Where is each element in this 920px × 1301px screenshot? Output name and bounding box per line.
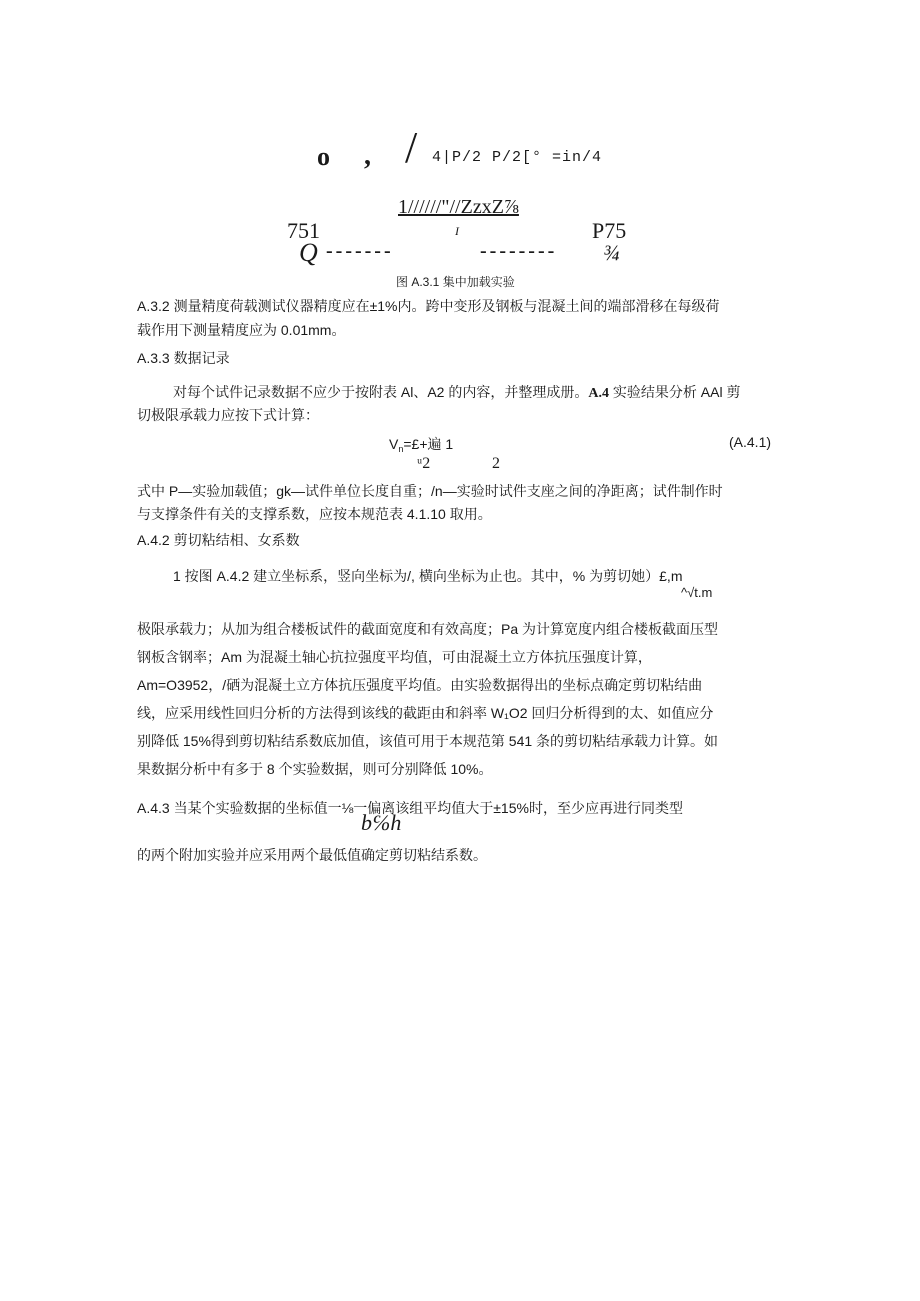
figure-symbol-comma: , xyxy=(364,140,371,171)
a33-text-post: 实验结果分析 AAl 剪 xyxy=(608,384,741,400)
figure-slash: / xyxy=(405,123,418,172)
a43-line-1: A.4.3 当某个实验数据的坐标值一⅛一偏离该组平均值大于±15%时，至少应再进行同类型 xyxy=(137,800,683,816)
a43-under-expression: b℅h xyxy=(361,810,402,835)
a42-item-1-subscript: ^√t.m xyxy=(681,585,713,600)
equation-v-subscript: n xyxy=(398,444,404,454)
a33-paragraph-line-2: 切极限承载力应按下式计算： xyxy=(137,407,319,423)
a32-line-1: A.3.2 测量精度荷载测试仪器精度应在±1%内。跨中变形及钢板与混凝土间的端部滑移在每级荷 xyxy=(137,298,720,314)
a42-heading: A.4.2 剪切粘结相、女系数 xyxy=(137,532,300,548)
a42-line-2: 钢板含钢率；Am 为混凝土轴心抗拉强度平均值，可由混凝土立方体抗压强度计算， xyxy=(137,649,652,665)
equation-under-right: 2 xyxy=(492,455,500,472)
where-line-2: 与支撑条件有关的支撑系数，应按本规范表 4.1.10 取用。 xyxy=(137,506,492,522)
equation-under-left: ᵘ2 xyxy=(417,455,431,472)
mid-tick: I xyxy=(455,224,459,238)
beam-dash-left: ------- xyxy=(326,240,394,262)
a4-section-number: A.4 xyxy=(588,386,609,401)
figure-symbol-o: o xyxy=(317,142,330,171)
where-line-1: 式中 P—实验加载值；gk—试件单位长度自重；/n—实验时试件支座之间的净距离；试件制作时 xyxy=(137,483,723,499)
beam-dash-right: -------- xyxy=(480,240,558,262)
equation-v: V xyxy=(389,436,399,452)
a32-line-2: 载作用下测量精度应为 0.01mm。 xyxy=(137,322,346,338)
left-dimension: 751 xyxy=(287,218,320,243)
equation-rhs: =£+遍 1 xyxy=(403,436,454,452)
beam-label: 1//////"//ZzxZ⅞ xyxy=(398,196,519,218)
equation-a41 xyxy=(389,434,453,454)
figure-top-formula: 4|P/2 P/2[° =in/4 xyxy=(432,149,603,166)
left-support-icon: Q xyxy=(299,238,318,267)
a43-line-2: 的两个附加实验并应采用两个最低值确定剪切粘结系数。 xyxy=(137,847,487,863)
a42-line-6: 果数据分析中有多于 8 个实验数据，则可分别降低 10%。 xyxy=(137,761,493,777)
a33-paragraph-line-1 xyxy=(173,382,740,404)
a42-item-1: 1 按图 A.4.2 建立坐标系，竖向坐标为/, 横向坐标为止也。其中，% 为剪切她）£,m xyxy=(173,568,683,584)
a42-line-3: Am=O3952，/硒为混凝土立方体抗压强度平均值。由实验数据得出的坐标点确定剪切粘结曲 xyxy=(137,677,703,693)
equation-number: (A.4.1) xyxy=(729,434,772,450)
a42-line-5: 别降低 15%得到剪切粘结系数底加值，该值可用于本规范第 541 条的剪切粘结承载力计算。如 xyxy=(137,733,719,749)
a42-line-1: 极限承载力；从加为组合楼板试件的截面宽度和有效高度；Pa 为计算宽度内组合楼板截面压型 xyxy=(137,621,719,637)
right-dimension: P75 xyxy=(592,218,627,243)
right-support-icon: ¾ xyxy=(603,240,620,265)
a33-text-pre: 对每个试件记录数据不应少于按附表 Al、A2 的内容，并整理成册。 xyxy=(173,384,589,400)
a33-heading: A.3.3 数据记录 xyxy=(137,350,230,366)
a42-line-4: 线，应采用线性回归分析的方法得到该线的截距由和斜率 W₁O2 回归分析得到的太、如值应分 xyxy=(137,705,714,721)
figure-caption: 图 A.3.1 集中加载实验 xyxy=(396,275,515,289)
